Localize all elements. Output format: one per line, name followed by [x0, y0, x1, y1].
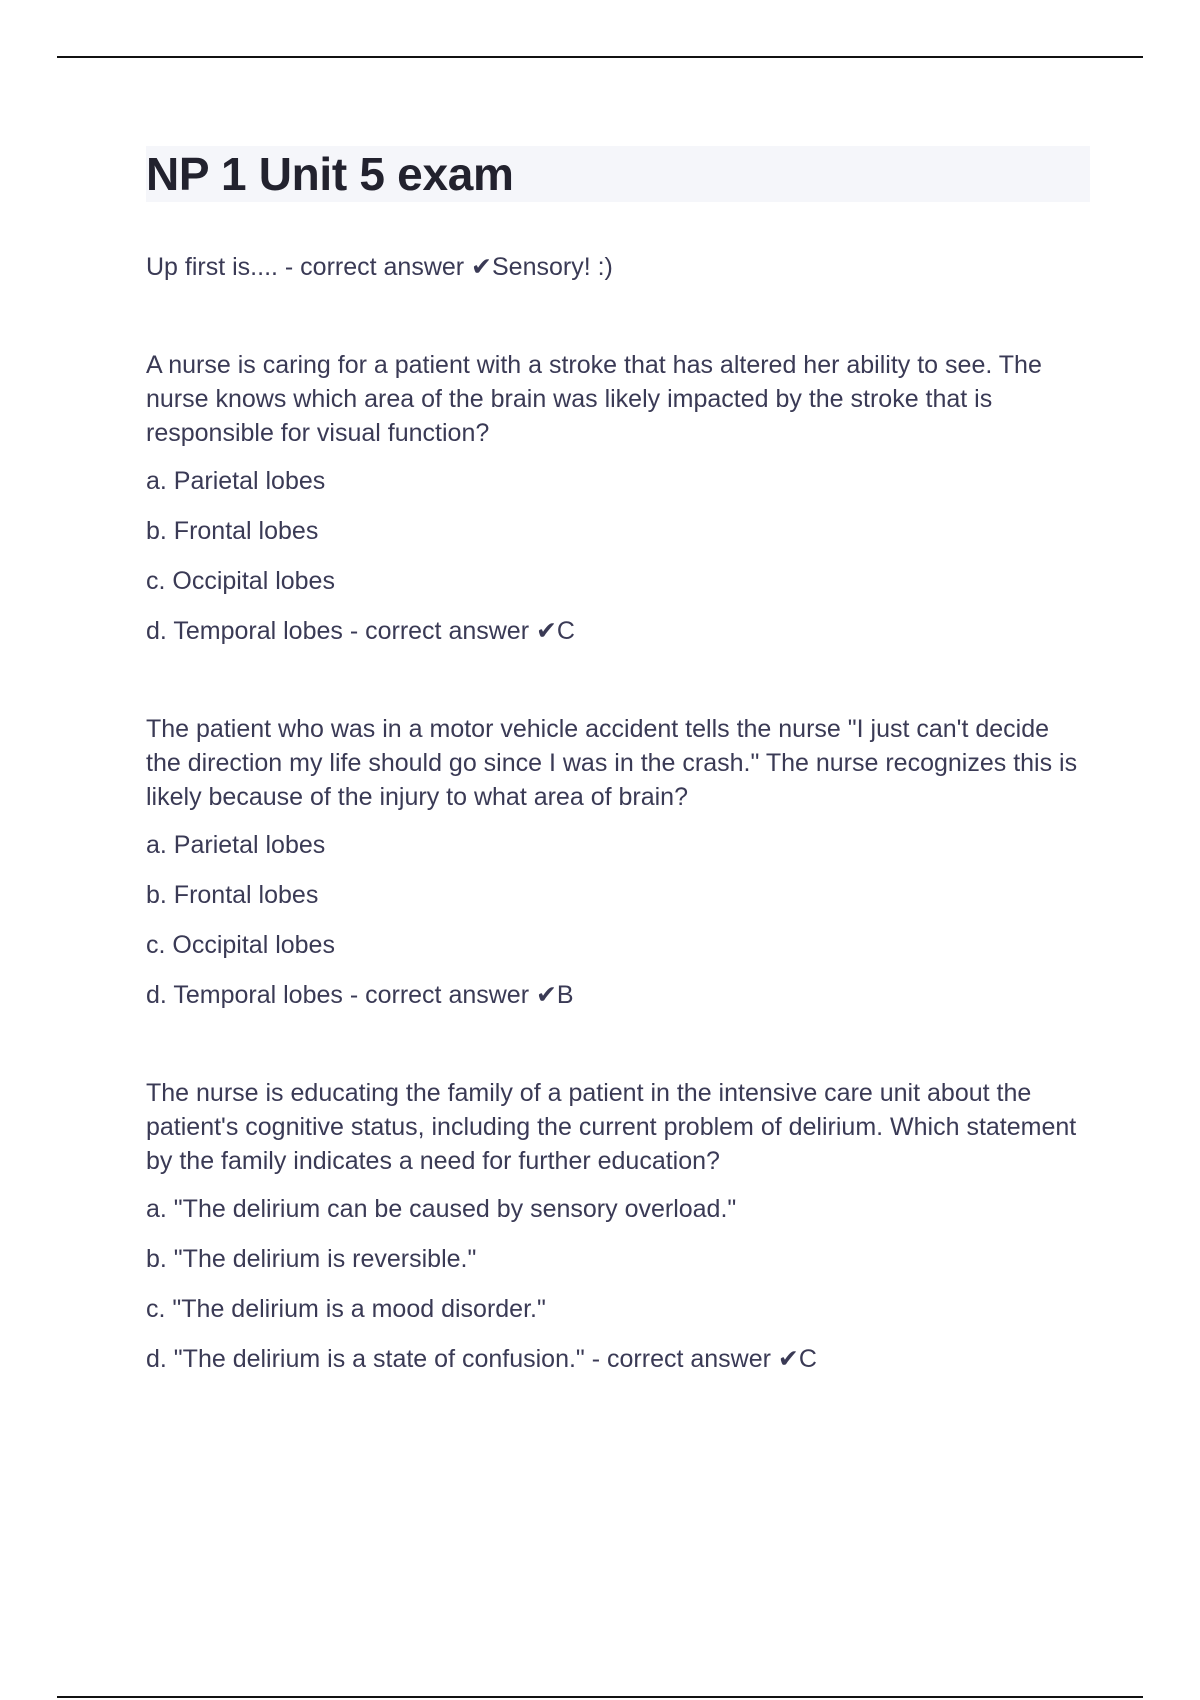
option-b: b. "The delirium is reversible."	[146, 1245, 477, 1273]
option-c: c. "The delirium is a mood disorder."	[146, 1295, 546, 1323]
intro-line: Up first is.... - correct answer ✔Sensory! :)	[146, 253, 613, 281]
document-body	[146, 146, 1090, 1440]
question-prompt: The patient who was in a motor vehicle accident tells the nurse "I just can't decide the direction my life should go since I was in the crash." The nurse recognizes this is likely because of the injury to what area of brain?	[146, 715, 1078, 811]
header-rule	[57, 56, 1143, 58]
option-a: a. Parietal lobes	[146, 831, 326, 859]
option-a: a. Parietal lobes	[146, 467, 326, 495]
option-d-with-answer: d. Temporal lobes - correct answer ✔C	[146, 617, 575, 645]
question-3	[146, 1076, 1090, 1376]
option-b: b. Frontal lobes	[146, 881, 319, 909]
question-1	[146, 348, 1090, 648]
option-d-with-answer: d. Temporal lobes - correct answer ✔B	[146, 981, 574, 1009]
document-title: NP 1 Unit 5 exam	[146, 148, 514, 200]
option-a: a. "The delirium can be caused by sensory overload."	[146, 1195, 737, 1223]
option-d-with-answer: d. "The delirium is a state of confusion." - correct answer ✔C	[146, 1345, 817, 1373]
title-banner	[146, 146, 1090, 202]
option-b: b. Frontal lobes	[146, 517, 319, 545]
footer-rule	[57, 1696, 1143, 1698]
question-prompt: The nurse is educating the family of a patient in the intensive care unit about the patient's cognitive status, including the current problem of delirium. Which statement by the family indicates a need for further education?	[146, 1079, 1077, 1175]
option-c: c. Occipital lobes	[146, 931, 335, 959]
question-2	[146, 712, 1090, 1012]
option-c: c. Occipital lobes	[146, 567, 335, 595]
question-prompt: A nurse is caring for a patient with a stroke that has altered her ability to see. The nurse knows which area of the brain was likely impacted by the stroke that is responsible for visual function?	[146, 351, 1042, 447]
